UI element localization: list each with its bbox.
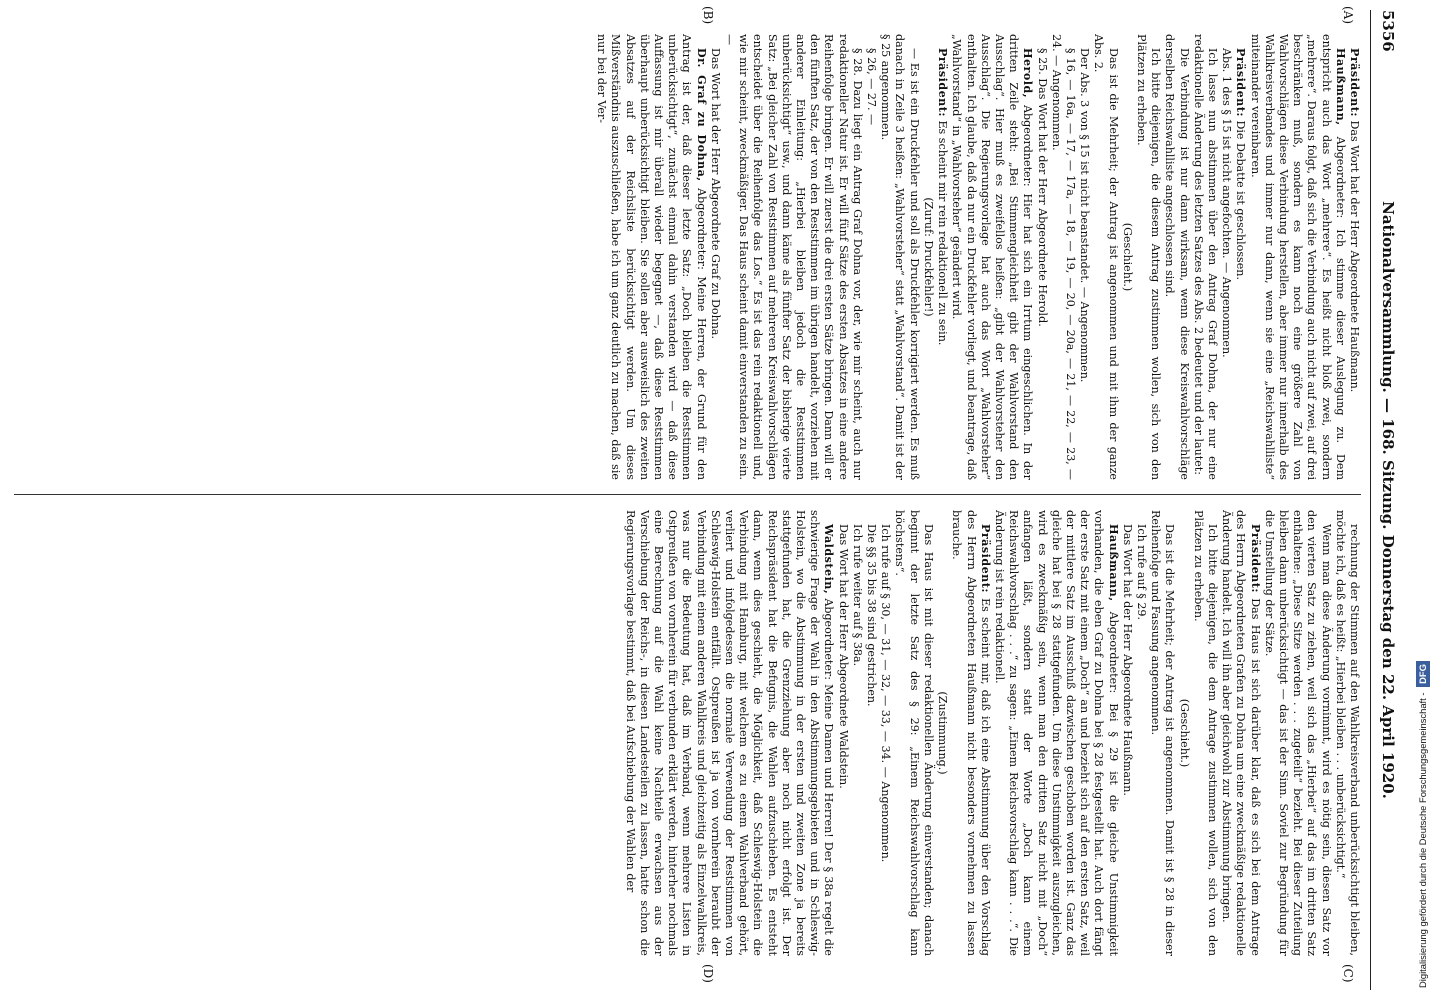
speaker-name: Haußmann, <box>1106 524 1120 602</box>
left-paragraph: Dr. Graf zu Dohna, Abgeordneter: Meine Herren, der Grund für den Antrag ist der, daß dieser letzte Satz: „Doch bleiben die Reststimmen unberücksichtigt“, zunächst einmal dahin verstanden wird — daß diese Auffassung ist mir überall wieder begegnet —, daß diese Reststimmen überhaupt unberücksichtigt bleiben. Sie sollen aber ausweislich des zweiten Absatzes auf der Reichsliste berücksichtigt werden. Um dieses Mißverständnis auszuschließen, habe ich um ganz deutlich zu machen, daß sie nur bei der Ver- <box>595 34 708 480</box>
right-paragraph: Ich rufe auf § 30, — 31, — 32, — 33, — 34. — Angenommen. <box>879 524 893 863</box>
right-paragraph: Ich rufe weiter auf § 38a. <box>850 524 864 667</box>
left-paragraph: Das ist die Mehrheit; der Antrag ist angenommen und mit ihm der ganze Abs. 2. <box>1092 34 1120 480</box>
speaker-name: Dr. Graf zu Dohna, <box>694 48 708 182</box>
right-paragraph: Ich bitte diejenigen, die dem Antrage zustimmen wollen, sich von den Plätzen zu erheben. <box>1191 510 1219 956</box>
left-paragraph: Der Abs. 3 von § 15 ist nicht beanstandet. — Angenommen. <box>1078 48 1092 383</box>
right-paragraph: Das ist die Mehrheit; der Antrag ist angenommen. Damit ist § 28 in dieser Reihenfolge und Fassung angenommen. <box>1149 510 1177 956</box>
left-paragraph: Präsident: Die Debatte ist geschlossen. <box>1234 48 1248 280</box>
left-paragraph: Präsident: Das Wort hat der Herr Abgeordnete Haußmann. <box>1348 48 1361 393</box>
right-paragraph: Die §§ 35 bis 38 sind gestrichen. <box>865 524 879 707</box>
right-paragraph: Präsident: Es scheint mir, daß ich eine Abstimmung über den Vorschlag des Herrn Abgeordneten Haußmann nicht besonders vornehmen zu lassen brauche. <box>950 510 992 956</box>
dfg-logo: DFG <box>1416 661 1430 687</box>
left-column <box>10 34 1361 480</box>
left-paragraph: Ich bitte diejenigen, die diesem Antrag zustimmen wollen, sich von den Plätzen zu erheben. <box>1134 34 1163 480</box>
speaker-name: Herold, <box>1021 48 1035 99</box>
right-paragraph: Ich rufe auf § 29. <box>1134 524 1148 621</box>
left-paragraph: Abs. 1 des § 15 ist nicht angefochten. — Angenommen. <box>1220 48 1234 358</box>
left-paragraph: (Zuruf: Druckfehler!) <box>921 197 935 317</box>
speaker-name: Präsident: <box>1248 524 1262 593</box>
left-paragraph: Das Wort hat der Herr Abgeordnete Graf zu Dohna. <box>708 48 722 340</box>
left-paragraph: § 25. Das Wort hat der Herr Abgeordnete Herold. <box>1035 48 1049 327</box>
margin-mark-d: (D) <box>701 964 715 983</box>
right-paragraph: Waldstein, Abgeordneter: Meine Damen und Herren! Der § 38a regelt die schwierige Frage der Wahl in den Abstimmungsgebieten und in Schleswig-Holstein, wo die Abstimmung in der ersten und zweiten Zone ja bereits stattgefunden hat, die Grenzziehung aber noch nicht erfolgt ist. Der Reichspräsident hat die Befugnis, die Wahlen aufzuschieben. Es entsteht dann, wenn dies geschieht, die Möglichkeit, daß Schleswig-Holstein die Verbindung mit Hamburg, mit welchem es zu einem Wahlverband gehört, verliert und infolgedessen die normale Verwendung der Reststimmen von Schleswig-Holstein entfällt. Ostpreußen ist ja von vornherein beraubt der Verbindung mit einem anderen Wahlkreis und gleichzeitig als Einzelwahlkreis, was nur die Bedeutung hat, daß im Verband, wenn mehrere Listen in Ostpreußen von vornherein für verbunden erklärt werden, hinterher nochmals eine Berechnung auf die Wahl keine Nachteile erwachsen aus der Verschiebung der Reichs-, in diesen Landesteilen zu lassen, hatte schon die Regierungsvorlage bestimmt, daß bei Aufschiebung der Wahlen der <box>623 510 836 956</box>
right-paragraph: Das Haus ist mit dieser redaktionellen Änderung einverstanden; danach beginnt der letzte Satz des § 29: „Einem Reichswahlvorschlag kann höchstens“. <box>893 510 935 956</box>
left-paragraph: Die Verbindung ist nur dann wirksam, wenn diese Kreiswahlvorschläge derselben Reichswahlliste angeschlossen sind. <box>1163 34 1191 480</box>
margin-mark-a: (A) <box>1341 6 1355 25</box>
left-paragraph: Präsident: Es scheint mir rein redaktionell zu sein. <box>936 48 950 346</box>
page-number: 5356 <box>1379 10 1397 52</box>
speaker-name: Präsident: <box>936 48 950 117</box>
column-divider <box>14 494 1361 495</box>
right-paragraph: Präsident: Das Haus ist sich darüber klar, daß es sich bei dem Antrage des Herrn Abgeordneten Grafen zu Dohna um eine zweckmäßige redaktionelle Änderung handelt. Ich will ihn aber gleichwohl zur Abstimmung bringen. <box>1220 510 1262 956</box>
speaker-name: Waldstein, <box>822 524 836 595</box>
header-rule <box>1370 10 1371 990</box>
right-paragraph: (Zustimmung.) <box>936 691 950 775</box>
left-paragraph: § 28. Dazu liegt ein Antrag Graf Dohna vor, der, wie mir scheint, auch nur redaktioneller Natur ist. Er will fünf Sätze des ersten Absatzes in eine andere Reihenfolge bringen. Er will zuerst die drei ersten Sätze bringen. Dann will er den fünften Satz, der von den Reststimmen im übrigen handelt, vorziehen mit anderer Einleitung: „Hierbei bleiben jedoch die Reststimmen unberücksichtigt“ usw., und dann käme als fünfter Satz der bisherige vierte Satz: „Bei gleicher Zahl von Reststimmen auf mehreren Kreiswahlvorschlägen entscheidet über die Reihenfolge das Los.“ Es ist das rein redaktionell und, wie mir scheint, zweckmäßiger. Das Haus scheint damit einverstanden zu sein. — <box>723 34 864 480</box>
right-paragraph: Das Wort hat der Herr Abgeordnete Waldstein. <box>836 524 850 789</box>
right-paragraph: Das Wort hat der Herr Abgeordnete Haußmann. <box>1120 524 1134 796</box>
left-paragraph: Haußmann, Abgeordneter: Ich stimme dieser Auslegung zu. Dem entspricht auch das Wort „mehrere“. Es heißt nicht bloß zwei, sondern „mehrere“. Daraus folgt, daß sich die Verbindung auch nicht auf zwei, auf drei beschränken muß, sondern es kann noch eine größere Zahl von Wahlvorschlägen diese Verbindung herstellen, aber immer nur innerhalb des Wahlkreisverbandes und immer nur dann, wenn sie eine „Reichswahlliste“ miteinander vereinbaren. <box>1248 34 1347 480</box>
speaker-name: Haußmann, <box>1333 48 1347 126</box>
right-column <box>10 510 1361 956</box>
left-paragraph: § 26, — 27. — <box>865 48 879 126</box>
right-paragraph: (Geschieht.) <box>1177 698 1191 768</box>
left-paragraph: Herold, Abgeordneter: Hier hat sich ein Irrtum eingeschlichen. In der dritten Zeile steht: „Bei Stimmengleichheit gibt der Wahlvorstand den Ausschlag“. Hier muß es zweifellos heißen: „gibt der Wahlvorsteher den Ausschlag“. Die Regierungsvorlage hat auch das Wort „Wahlvorsteher“ enthalten. Ich glaube, daß da nur ein Druckfehler vorliegt, und beantrage, daß „Wahlvorstand“ in „Wahlvorsteher“ geändert wird. <box>950 34 1035 480</box>
digitization-text: Digitalisierung gefördert durch die Deutsche Forschungsgemeinschaft - <box>1417 692 1428 988</box>
speaker-name: Präsident: <box>978 524 992 593</box>
left-paragraph: — Es ist ein Druckfehler und soll als Druckfehler korrigiert werden. Es muß danach in Zeile 3 heißen: „Wahlvorsteher“ statt „Wahlvorstand“. Damit ist der § 25 angenommen. <box>879 34 921 480</box>
left-paragraph: Ich lasse nun abstimmen über den Antrag Graf Dohna, der nur eine redaktionelle Änderung des letzten Satzes des Abs. 2 bedeutet und der lautet: <box>1191 34 1219 480</box>
right-paragraph: Wenn man diese Änderung vornimmt, wird es nötig sein, diesen Satz vor den vierten Satz zu ziehen, weil sich das „Hierbei“ auf das im dritten Satz enthaltene: „Diese Sitze werden . . . zugeteilt“ bezieht. Bei dieser Zuteilung bleiben dann unberücksichtigt — das ist der Sinn. Soviel zur Begründung für die Umstellung der Sätze. <box>1262 510 1333 956</box>
margin-mark-b: (B) <box>701 6 715 25</box>
page-header <box>1371 10 1397 990</box>
right-paragraph: Haußmann, Abgeordneter: Bei § 29 ist die gleiche Unstimmigkeit vorhanden, die eben Graf zu Dohna bei § 28 festgestellt hat. Auch dort fängt der erste Satz mit einem „Doch“ an und bezieht sich auf den ersten Satz, weil der mittlere Satz im Ausschuß dazwischen geschoben worden ist. Ganz das gleiche hat bei § 28 stattgefunden. Um diese Unstimmigkeit auszugleichen, wird es zweckmäßig sein, wenn man den dritten Satz nicht mit „Doch“ anfangen läßt, sondern statt der Worte „Doch kann einem Reichswahlvorschlag . . .“ zu sagen: „Einem Reichsvorschlag kann . . .“. Die Änderung ist rein redaktionell. <box>992 510 1120 956</box>
speaker-name: Präsident: <box>1234 48 1248 117</box>
digitization-note <box>1416 8 1430 988</box>
left-paragraph: (Geschieht.) <box>1120 222 1134 292</box>
margin-mark-c: (C) <box>1341 964 1355 983</box>
left-paragraph: § 16, — 16a, — 17, — 17a, — 18, — 19, — 20, — 20a, — 21, — 22, — 23, — 24. — Angenommen. <box>1049 34 1077 480</box>
speaker-name: Präsident: <box>1348 48 1361 117</box>
running-title: Nationalversammlung. — 168. Sitzung. Donnerstag den 22. April 1920. <box>1379 201 1397 799</box>
right-paragraph: rechnung der Stimmen auf den Wahlkreisverband unberücksichtigt bleiben, möchte ich, daß es heißt: „Hierbei bleiben . . . unberücksichtigt.“ <box>1333 510 1361 956</box>
